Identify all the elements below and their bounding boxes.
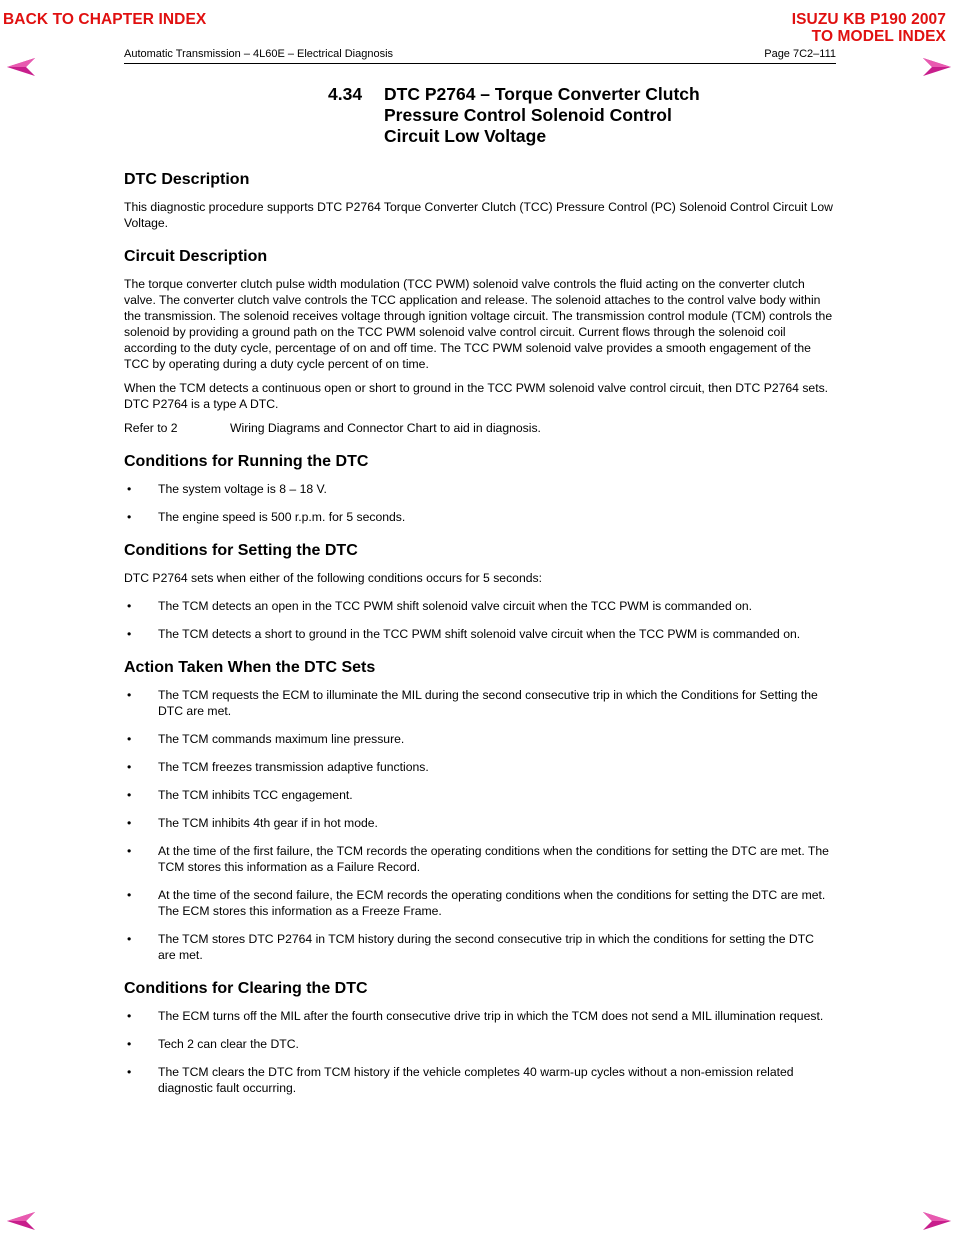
bullet-icon: • — [127, 788, 132, 802]
dtc-description-section — [124, 170, 834, 231]
list-item: • Tech 2 can clear the DTC. — [127, 1037, 299, 1051]
list-item: • At the time of the first failure, the TCM records the operating conditions when the conditions for setting the DTC are met. The TCM stores this information as a Failure Record. — [127, 844, 829, 874]
title-line-2: Pressure Control Solenoid Control — [384, 105, 672, 125]
model-title-link[interactable]: ISUZU KB P190 2007 — [791, 11, 946, 28]
running-header — [124, 48, 836, 64]
list-item: • The TCM stores DTC P2764 in TCM history during the second consecutive trip in which the conditions for setting the DTC are met. — [127, 932, 814, 962]
bullet-icon: • — [127, 599, 132, 613]
bullet-icon: • — [127, 816, 132, 830]
model-index-link[interactable]: TO MODEL INDEX — [811, 28, 946, 45]
conditions-setting-section — [124, 541, 834, 642]
section-heading: Conditions for Setting the DTC — [124, 542, 358, 559]
bullet-icon: • — [127, 627, 132, 641]
list-item: • At the time of the second failure, the ECM records the operating conditions when the conditions for setting the DTC are met. The ECM stores this information as a Freeze Frame. — [127, 888, 826, 918]
list-item: • The TCM inhibits 4th gear if in hot mode. — [127, 816, 378, 830]
section-heading: Action Taken When the DTC Sets — [124, 659, 376, 676]
title-line-1: DTC P2764 – Torque Converter Clutch — [384, 84, 700, 104]
bullet-icon: • — [127, 760, 132, 774]
list-item: • The TCM freezes transmission adaptive functions. — [127, 760, 429, 774]
list-item: • The engine speed is 500 r.p.m. for 5 seconds. — [127, 510, 406, 524]
conditions-running-section — [124, 452, 834, 525]
bullet-icon: • — [127, 844, 132, 858]
bullet-icon: • — [127, 1065, 132, 1079]
bullet-list — [124, 481, 834, 525]
section-heading: Conditions for Clearing the DTC — [124, 980, 368, 997]
list-item: • The ECM turns off the MIL after the fourth consecutive drive trip in which the TCM does not send a MIL illumination request. — [127, 1009, 824, 1023]
header-page-number: Page 7C2–111 — [764, 48, 836, 60]
document-body — [124, 170, 834, 1108]
paragraph: This diagnostic procedure supports DTC P2764 Torque Converter Clutch (TCC) Pressure Control (PC) Solenoid Control Circuit Low Voltage. — [124, 200, 833, 230]
bullet-icon: • — [127, 732, 132, 746]
bullet-list — [124, 598, 834, 642]
title-line-3: Circuit Low Voltage — [384, 126, 547, 146]
list-item: • The TCM requests the ECM to illuminate the MIL during the second consecutive trip in which the Conditions for Setting the DTC are met. — [127, 688, 818, 718]
next-page-arrow-bottom-icon[interactable] — [922, 1210, 952, 1232]
previous-page-arrow-icon[interactable] — [6, 56, 36, 78]
section-number: 4.34 — [328, 84, 363, 104]
list-item: • The TCM clears the DTC from TCM history if the vehicle completes 40 warm-up cycles without a non-emission related diagnostic fault occurring. — [127, 1065, 794, 1095]
list-item: • The TCM inhibits TCC engagement. — [127, 788, 353, 802]
header-section-title: Automatic Transmission – 4L60E – Electrical Diagnosis — [124, 48, 394, 60]
reference-line — [124, 420, 834, 436]
paragraph: When the TCM detects a continuous open or short to ground in the TCC PWM solenoid valve control circuit, then DTC P2764 sets. DTC P2764 is a type A DTC. — [124, 381, 829, 411]
reference-prefix: Refer to 2 — [124, 421, 178, 435]
list-item: • The TCM detects an open in the TCC PWM shift solenoid valve circuit when the TCC PWM is commanded on. — [127, 599, 753, 613]
bullet-icon: • — [127, 932, 132, 946]
list-item: • The TCM commands maximum line pressure. — [127, 732, 405, 746]
back-to-chapter-index-link[interactable]: BACK TO CHAPTER INDEX — [3, 11, 207, 28]
bullet-icon: • — [127, 888, 132, 902]
list-item: • The system voltage is 8 – 18 V. — [127, 482, 327, 496]
circuit-description-section — [124, 247, 834, 436]
bullet-icon: • — [127, 510, 132, 524]
action-taken-section — [124, 658, 834, 963]
bullet-icon: • — [127, 1037, 132, 1051]
section-heading: Conditions for Running the DTC — [124, 453, 369, 470]
next-page-arrow-icon[interactable] — [922, 56, 952, 78]
conditions-clearing-section — [124, 979, 834, 1096]
section-heading: Circuit Description — [124, 248, 268, 265]
bullet-list — [124, 687, 834, 963]
bullet-icon: • — [127, 482, 132, 496]
reference-link[interactable]: Wiring Diagrams and Connector Chart to aid in diagnosis. — [230, 421, 541, 435]
section-heading: DTC Description — [124, 171, 250, 188]
previous-page-arrow-bottom-icon[interactable] — [6, 1210, 36, 1232]
bullet-icon: • — [127, 688, 132, 702]
paragraph: The torque converter clutch pulse width modulation (TCC PWM) solenoid valve controls the fluid acting on the converter clutch valve. The converter clutch valve controls the TCC application and release. The solenoid attaches to the control valve body within the transmission. The solenoid receives voltage through ignition voltage circuit. The transmission control module (TCM) controls the solenoid by providing a ground path on the TCC PWM solenoid valve control circuit. Current flows through the solenoid coil according to the duty cycle, percentage of on and off time. The TCC PWM solenoid valve provides a smooth engagement of the TCC by operating during a duty cycle percent of on time. — [124, 277, 833, 371]
paragraph: DTC P2764 sets when either of the following conditions occurs for 5 seconds: — [124, 571, 542, 585]
list-item: • The TCM detects a short to ground in the TCC PWM shift solenoid valve circuit when the TCC PWM is commanded on. — [127, 627, 801, 641]
bullet-icon: • — [127, 1009, 132, 1023]
bullet-list — [124, 1008, 834, 1096]
